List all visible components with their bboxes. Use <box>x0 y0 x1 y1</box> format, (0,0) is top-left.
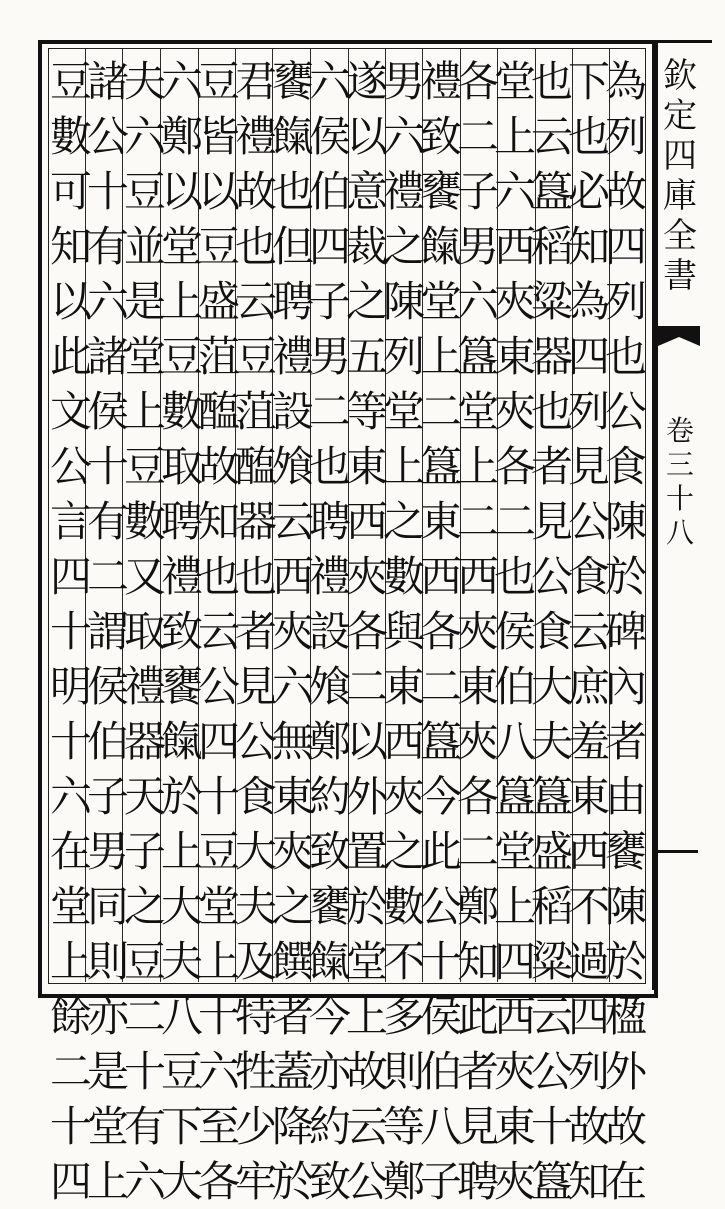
text-column-14: 夫 六 豆 並 是 堂 上 豆 數 又 取 禮 器 天 子 之 豆 二 十 有 六 <box>123 57 166 1206</box>
text-column-16: 豆 數 可 知 以 此 文 公 言 四 十 明 十 六 在 堂 上 餘 二 十 四 <box>49 57 92 1206</box>
side-tick <box>658 850 698 853</box>
book-title: 欽 定 四 庫 全 書 <box>663 56 697 296</box>
text-column-12: 豆 皆 以 豆 盛 菹 醢 故 知 也 云 公 四 十 豆 堂 上 十 六 至 各 <box>197 57 240 1206</box>
text-column-8: 遂 以 意 裁 之 五 等 東 西 夾 各 二 以 外 置 於 堂 上 故 云 公 <box>345 57 388 1206</box>
text-column-2: 下 也 必 知 為 四 列 見 公 食 云 庶 羞 東 西 不 過 四 列 故 知 <box>567 57 610 1206</box>
text-column-5: 各 二 子 男 六 簋 堂 上 二 西 夾 東 夾 各 二 鄭 知 此 者 見 聘 <box>456 57 499 1206</box>
text-column-13: 六 鄭 以 堂 上 豆 數 取 聘 禮 致 饔 餼 於 上 大 夫 八 豆 下 大 <box>160 57 203 1206</box>
text-column-3: 也 云 簋 稻 粱 器 也 者 見 公 食 大 夫 簋 盛 稻 粱 云 公 十 簋 <box>530 57 573 1206</box>
text-column-15: 諸 公 十 有 六 諸 侯 十 有 二 謂 侯 伯 子 男 同 則 亦 是 堂 上 <box>86 57 129 1206</box>
volume-number: 卷 三 十 八 <box>665 414 694 549</box>
text-column-11: 君 禮 故 也 云 豆 菹 醢 器 也 者 見 公 食 大 夫 及 特 牲 少 牢 <box>234 57 277 1206</box>
text-column-7: 男 六 禮 之 陳 列 堂 上 之 數 與 東 西 夾 之 數 不 多 則 等 鄭 <box>382 57 425 1206</box>
text-column-10: 饔 餼 也 但 聘 禮 設 飧 云 西 夾 六 無 東 夾 之 饌 者 蓋 降 於 <box>271 57 314 1206</box>
text-column-4: 堂 上 六 西 夾 東 夾 各 二 也 侯 伯 八 簋 堂 上 四 西 夾 東 夾 <box>493 57 536 1206</box>
fish-tail-mark <box>658 326 700 346</box>
text-column-1: 為 列 故 四 列 也 公 食 陳 於 碑 內 者 由 饔 陳 於 楹 外 故 在 <box>604 57 647 1206</box>
side-top-rule <box>652 40 712 43</box>
text-column-9: 六 侯 伯 四 子 男 二 也 聘 禮 設 飧 鄭 約 致 饔 餼 今 亦 約 致 <box>308 57 351 1206</box>
text-column-6: 禮 致 饔 餼 堂 上 二 簋 東 西 各 二 簋 今 此 公 十 侯 伯 八 子 <box>419 57 462 1206</box>
